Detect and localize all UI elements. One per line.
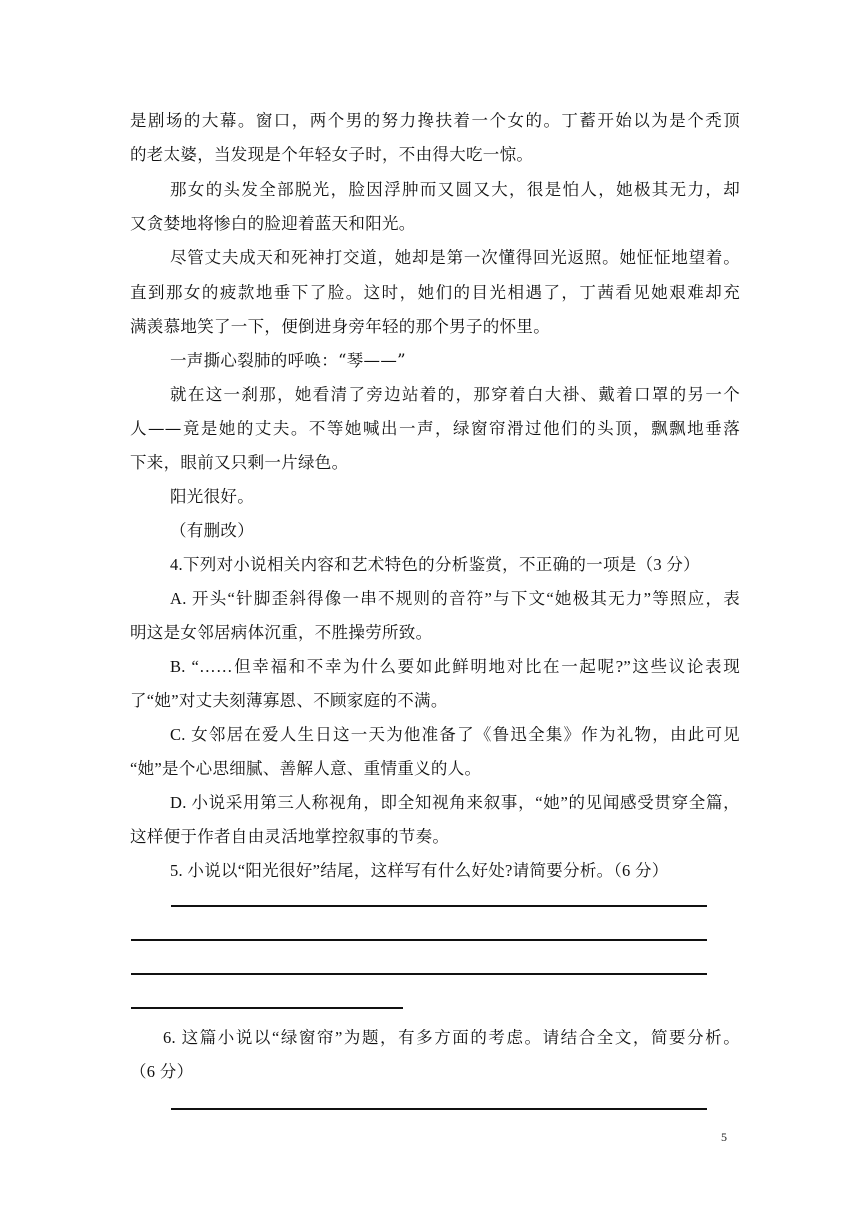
story-line: 直到那女的疲款地垂下了脸。这时，她们的目光相遇了，丁茜看见她艰难却充	[130, 283, 740, 302]
edit-note: （有删改）	[170, 521, 254, 540]
answer-line[interactable]	[131, 973, 707, 975]
story-line: 就在这一刹那，她看清了旁边站着的，那穿着白大褂、戴着口罩的另一个	[170, 385, 740, 404]
question-4-option-a: 明这是女邻居病体沉重，不胜操劳所致。	[130, 623, 433, 642]
question-6-stem: 6. 这篇小说以“绿窗帘”为题，有多方面的考虑。请结合全文，简要分析。	[163, 1028, 740, 1047]
question-4-option-d: 这样便于作者自由灵活地掌控叙事的节奏。	[130, 827, 450, 846]
question-4-stem: 4.下列对小说相关内容和艺术特色的分析鉴赏，不正确的一项是（3 分）	[170, 555, 700, 574]
story-line: 下来，眼前又只剩一片绿色。	[130, 453, 349, 472]
question-6-stem: （6 分）	[130, 1062, 194, 1081]
story-line: 一声撕心裂肺的呼唤：“琴——”	[170, 351, 406, 370]
answer-line[interactable]	[171, 1108, 707, 1110]
question-4-option-a: A. 开头“针脚歪斜得像一串不规则的音符”与下文“她极其无力”等照应，表	[170, 589, 740, 608]
story-line: 满羡慕地笑了一下，便倒进身旁年轻的那个男子的怀里。	[130, 317, 550, 336]
question-4-option-c: C. 女邻居在爱人生日这一天为他准备了《鲁迅全集》作为礼物，由此可见	[170, 725, 740, 744]
answer-line[interactable]	[131, 939, 707, 941]
question-4-option-d: D. 小说采用第三人称视角，即全知视角来叙事，“她”的见闻感受贯穿全篇，	[170, 793, 740, 812]
story-line: 尽管丈夫成天和死神打交道，她却是第一次懂得回光返照。她怔怔地望着。	[170, 248, 740, 267]
story-line: 阳光很好。	[170, 487, 254, 506]
question-4-option-b: B. “……但幸福和不幸为什么要如此鲜明地对比在一起呢?”这些议论表现	[170, 657, 740, 676]
question-4-option-c: “她”是个心思细腻、善解人意、重情重义的人。	[130, 759, 482, 778]
answer-line[interactable]	[171, 905, 707, 907]
story-line: 的老太婆，当发现是个年轻女子时，不由得大吃一惊。	[130, 145, 534, 164]
story-line: 是剧场的大幕。窗口，两个男的努力搀扶着一个女的。丁蓄开始以为是个秃顶	[130, 111, 740, 130]
story-line: 人——竟是她的丈夫。不等她喊出一声，绿窗帘滑过他们的头顶，飘飘地垂落	[130, 419, 740, 438]
story-line: 那女的头发全部脱光，脸因浮肿而又圆又大，很是怕人，她极其无力，却	[170, 180, 740, 199]
page-number: 5	[721, 1130, 727, 1144]
question-5-stem: 5. 小说以“阳光很好”结尾，这样写有什么好处?请简要分析。（6 分）	[170, 861, 669, 880]
answer-line[interactable]	[131, 1007, 403, 1009]
story-line: 又贪婪地将惨白的脸迎着蓝天和阳光。	[130, 214, 416, 233]
question-4-option-b: 了“她”对丈夫刻薄寡恩、不顾家庭的不满。	[130, 691, 448, 710]
